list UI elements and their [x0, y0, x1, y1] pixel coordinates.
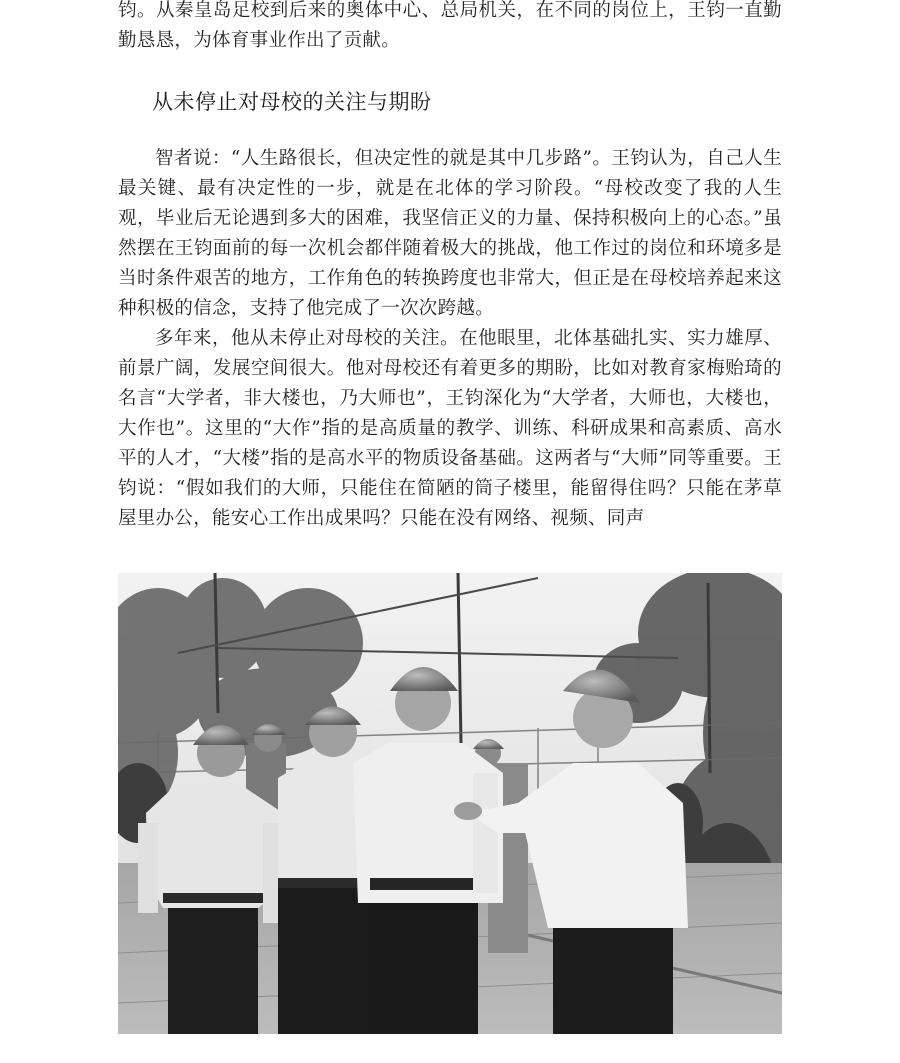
paragraph-1: 智者说：“人生路很长，但决定性的就是其中几步路”。王钧认为，自己人生最关键、最有决定性的一步，就是在北体的学习阶段。“母校改变了我的人生观，毕业后无论遇到多大的困难，我坚信正义的力量、保持积极向上的心态。”虽然摆在王钧面前的每一次机会都伴随着极大的挑战，他工作过的岗位和环境多是当时条件艰苦的地方，工作角色的转换跨度也非常大，但正是在母校培养起来这种积极的信念，支持了他完成了一次次跨越。 — [118, 148, 782, 319]
photo-illustration — [118, 573, 782, 1034]
section-heading: 从未停止对母校的关注与期盼 — [152, 90, 432, 114]
group-photo — [118, 573, 782, 1034]
body-text — [118, 144, 782, 534]
intro-paragraph: 钧。从秦皇岛足校到后来的奥体中心、总局机关，在不同的岗位上，王钧一直勤勤恳恳，为体育事业作出了贡献。 — [118, 0, 782, 51]
paragraph-2: 多年来，他从未停止对母校的关注。在他眼里，北体基础扎实、实力雄厚、前景广阔，发展空间很大。他对母校还有着更多的期盼，比如对教育家梅贻琦的名言“大学者，非大楼也，乃大师也”，王钧深化为“大学者，大师也，大楼也，大作也”。这里的“大作”指的是高质量的教学、训练、科研成果和高素质、高水平的人才，“大楼”指的是高水平的物质设备基础。这两者与“大师”同等重要。王钧说：“假如我们的大师，只能住在简陋的筒子楼里，能留得住吗？只能在茅草屋里办公，能安心工作出成果吗？只能在没有网络、视频、同声 — [118, 328, 782, 529]
